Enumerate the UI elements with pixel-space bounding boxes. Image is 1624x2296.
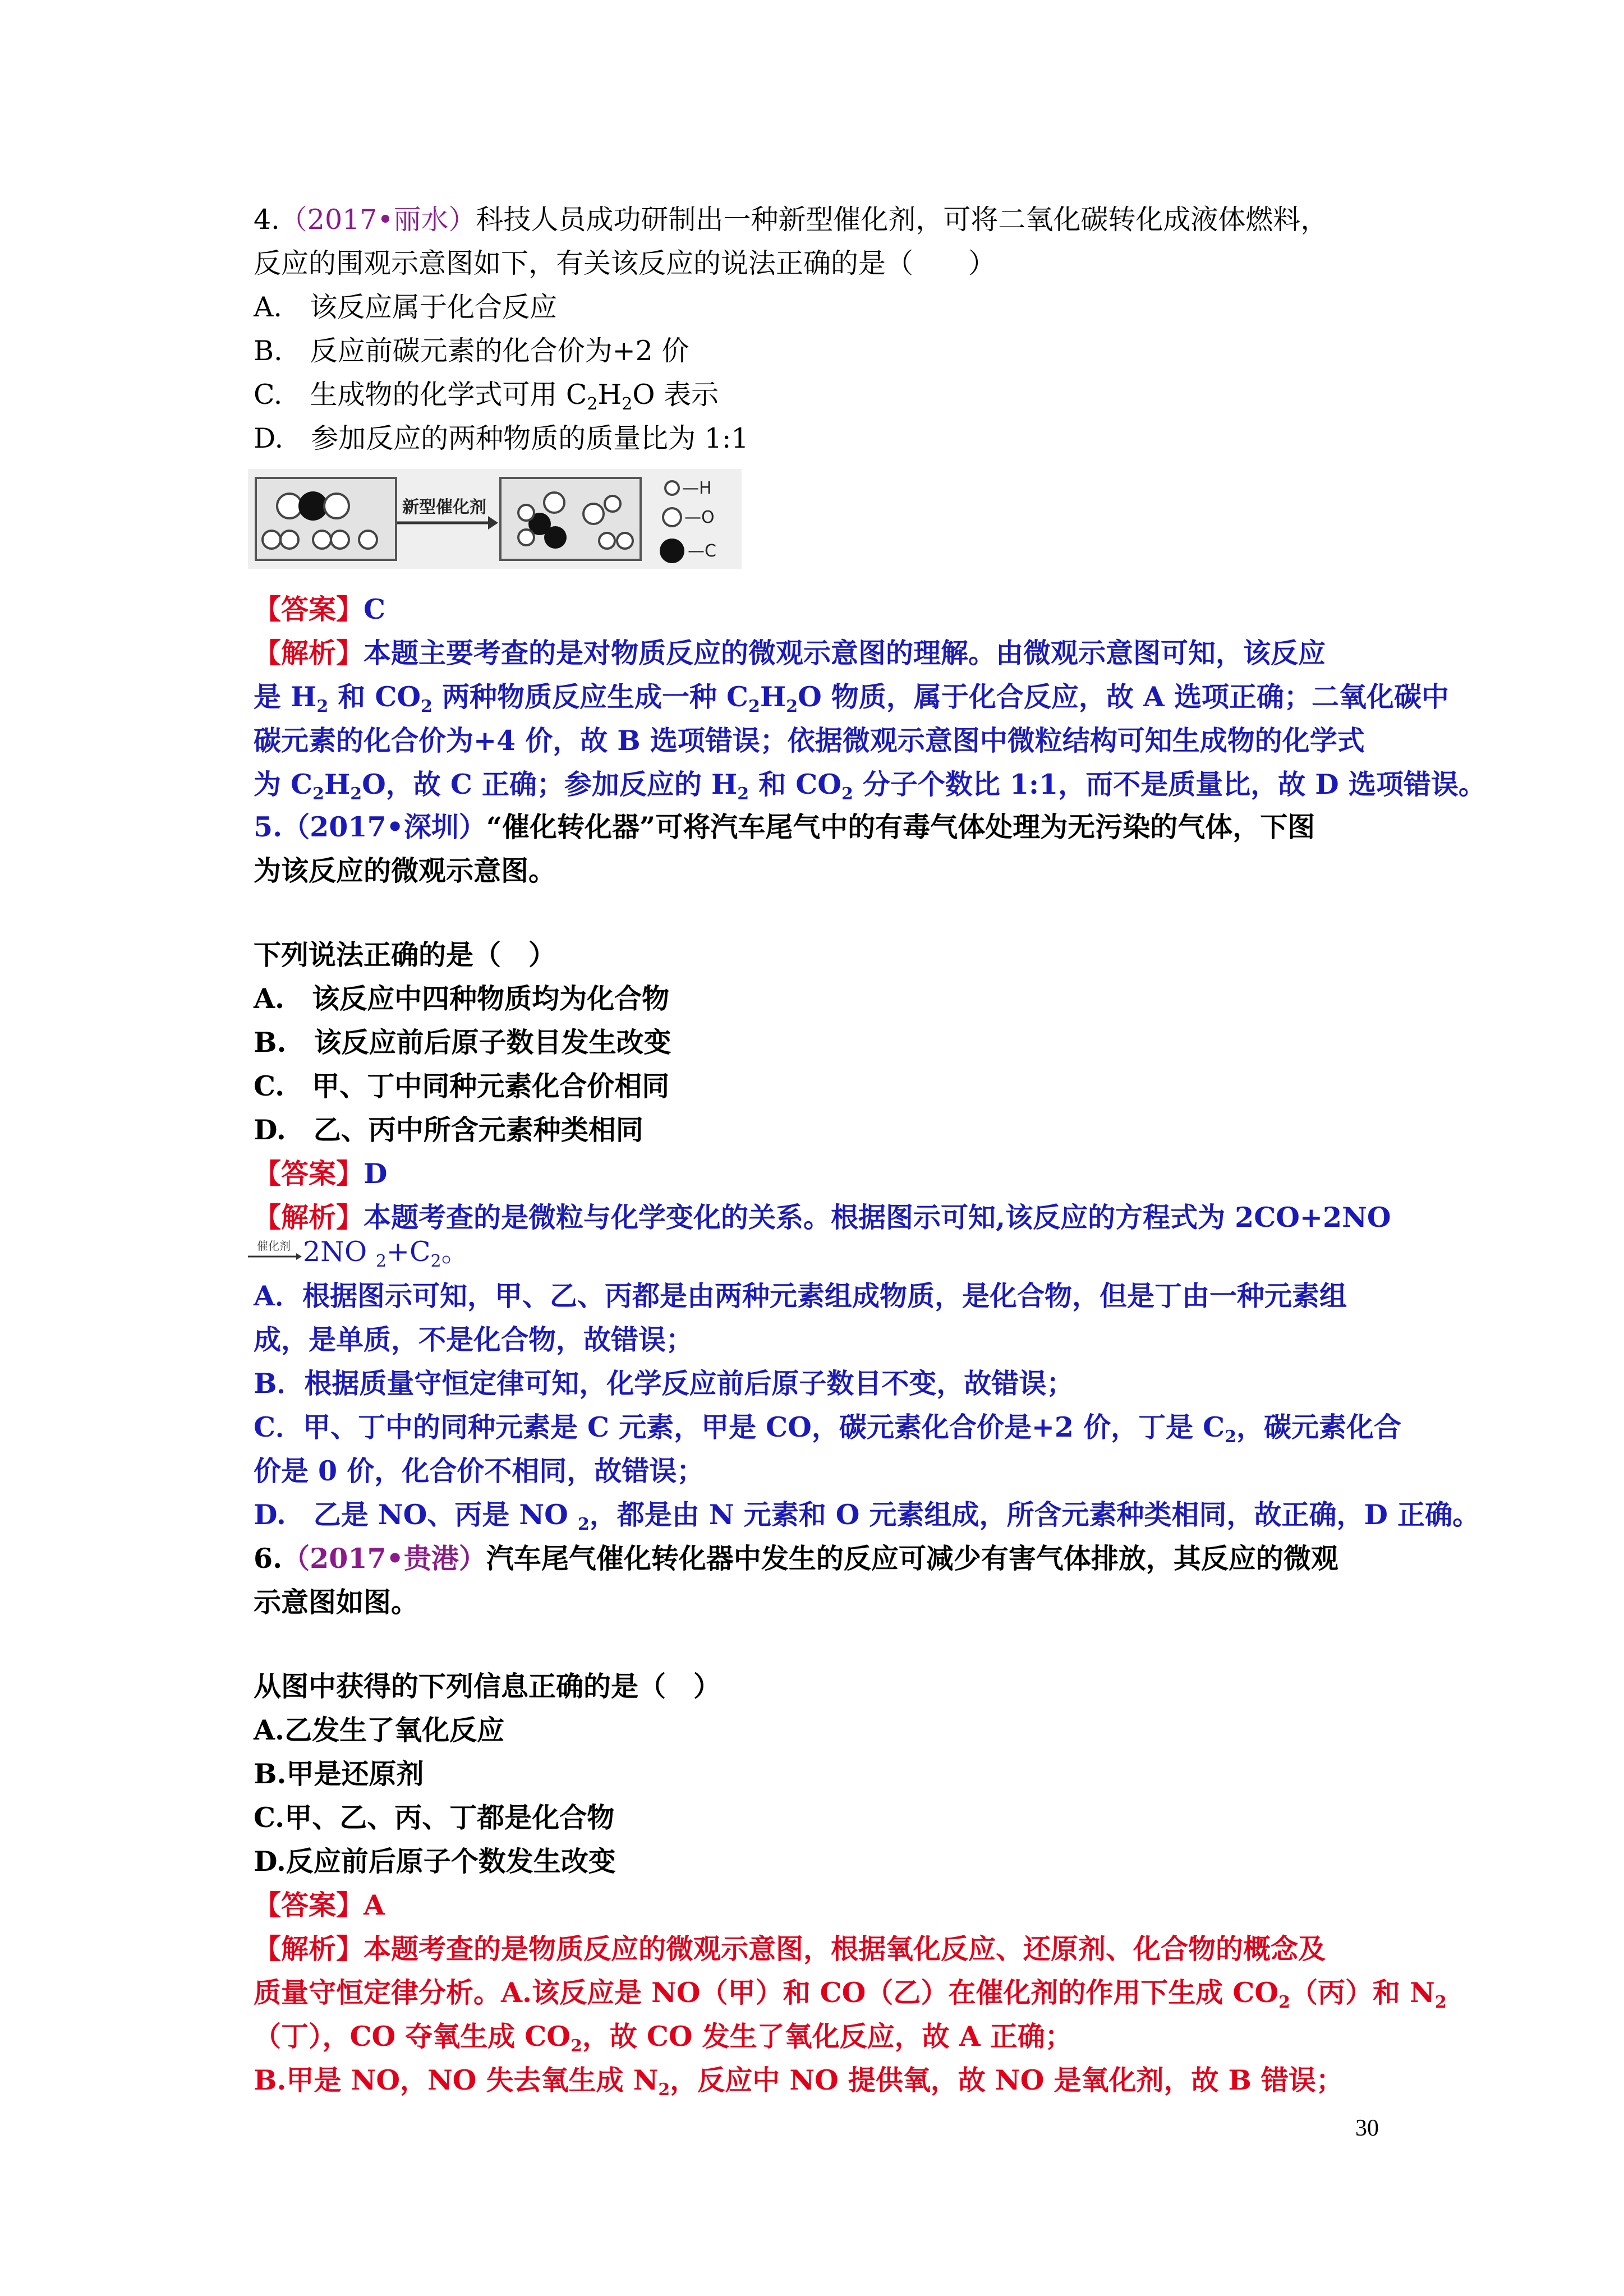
q4-number: 4. <box>254 204 280 236</box>
subscript: 2 <box>1278 1993 1290 2012</box>
text: B.甲是 NO，NO 失去氧生成 N <box>254 2064 659 2096</box>
subscript: 2 <box>375 1251 387 1271</box>
q6-explanation-line2 <box>254 1971 1447 2018</box>
q5-stem-line1 <box>254 806 1315 848</box>
text: H <box>324 768 351 800</box>
answer-label: 【答案】 <box>254 593 364 625</box>
text: 为 C <box>254 768 313 800</box>
text: （丙）和 N <box>1290 1976 1435 2009</box>
q4-option-c-text: C. 生成物的化学式可用 C <box>254 379 587 411</box>
q6-explanation-line4 <box>254 2059 1344 2106</box>
answer-value: D <box>364 1157 388 1190</box>
q6-stem-text1: 汽车尾气催化转化器中发生的反应可减少有害气体排放，其反应的微观 <box>486 1542 1338 1575</box>
legend-hydrogen-label: —H <box>682 478 712 498</box>
answer-label: 【答案】 <box>254 1157 364 1190</box>
q4-stem-line1 <box>254 199 1328 241</box>
subscript: 2 <box>841 784 853 804</box>
q4-explanation-line4 <box>254 763 1486 810</box>
q4-option-c <box>254 374 719 420</box>
text: 和 CO <box>749 768 841 800</box>
text: 质量守恒定律分析。A.该反应是 NO（甲）和 CO（乙）在催化剂的作用下生成 CO <box>254 1976 1279 2009</box>
text: C．甲、丁中的同种元素是 C 元素，甲是 CO，碳元素化合价是+2 价，丁是 C <box>254 1411 1225 1443</box>
hydrogen-atom-icon <box>599 533 615 549</box>
q5-explanation-a2: 成，是单质，不是化合物，故错误； <box>254 1323 694 1356</box>
q4-option-a: A. 该反应属于化合反应 <box>254 291 557 323</box>
legend-oxygen-icon <box>663 508 681 526</box>
q6-stem-line3: 从图中获得的下列信息正确的是（ ） <box>254 1670 721 1703</box>
q6-explanation-line3 <box>254 2015 1073 2062</box>
subscript: 2 <box>737 784 749 804</box>
text: 分子个数比 1:1，而不是质量比，故 D 选项错误。 <box>853 768 1486 800</box>
legend-carbon-icon <box>660 539 684 563</box>
q4-option-d: D. 参加反应的两种物质的质量比为 1:1 <box>254 422 749 454</box>
text: 和 CO <box>328 680 421 713</box>
page-number: 30 <box>1355 2115 1379 2141</box>
explanation-text: 本题主要考查的是对物质反应的微观示意图的理解。由微观示意图可知，该反应 <box>364 637 1326 669</box>
q6-option-a: A.乙发生了氧化反应 <box>254 1714 505 1746</box>
subscript: 2 <box>316 697 329 716</box>
hydrogen-atom-icon <box>263 531 280 549</box>
subscript: 2 <box>587 394 598 414</box>
text: ，都是由 N 元素和 O 元素组成，所含元素种类相同，故正确，D 正确。 <box>589 1498 1480 1531</box>
explanation-label: 【解析】 <box>254 1201 364 1234</box>
explanation-label: 【解析】 <box>254 637 364 669</box>
hydrogen-atom-icon <box>331 531 349 549</box>
q6-option-d: D.反应前后原子个数发生改变 <box>254 1845 616 1878</box>
q6-explanation-line1 <box>254 1927 1326 1970</box>
q6-answer <box>254 1884 385 1926</box>
text: （丁），CO 夺氧生成 CO <box>254 2020 571 2053</box>
q6-stem-line2: 示意图如图。 <box>254 1586 419 1618</box>
q6-option-c: C.甲、乙、丙、丁都是化合物 <box>254 1801 615 1834</box>
q5-equation <box>303 1231 469 1277</box>
hydrogen-atom-icon <box>359 531 377 549</box>
hydrogen-atom-icon <box>313 531 331 549</box>
hydrogen-atom-icon <box>280 531 298 549</box>
text: ，反应中 NO 提供氧，故 NO 是氧化剂，故 B 错误； <box>670 2064 1344 2096</box>
q4-explanation-line2 <box>254 675 1449 723</box>
q5-explanation-c1 <box>254 1406 1401 1453</box>
q4-answer <box>254 588 385 631</box>
q6-option-b: B.甲是还原剂 <box>254 1757 424 1790</box>
catalyst-arrow <box>247 1239 303 1267</box>
explanation-text: 本题考查的是物质反应的微观示意图，根据氧化反应、还原剂、化合物的概念及 <box>364 1932 1326 1965</box>
q4-option-b: B. 反应前碳元素的化合价为+2 价 <box>254 335 689 367</box>
q4-stem-line2: 反应的围观示意图如下，有关该反应的说法正确的是（ ） <box>254 247 996 279</box>
q5-stem-line3: 下列说法正确的是（ ） <box>254 938 556 971</box>
q6-source: （2017•贵港） <box>282 1542 486 1575</box>
q5-explanation-b: B．根据质量守恒定律可知，化学反应前后原子数目不变，故错误； <box>254 1367 1074 1400</box>
text: H <box>760 680 786 713</box>
subscript: 2 <box>570 2036 582 2056</box>
answer-value: C <box>364 593 386 625</box>
text: D. 乙是 NO、丙是 NO <box>254 1498 578 1531</box>
oxygen-atom-icon <box>544 493 564 513</box>
q5-explanation-a1: A．根据图示可知，甲、乙、丙都是由两种元素组成物质，是化合物，但是丁由一种元素组 <box>254 1280 1347 1312</box>
q5-answer <box>254 1152 388 1195</box>
q5-explanation-d <box>254 1493 1480 1540</box>
q5-number: 5. <box>254 811 283 843</box>
subscript: 2 <box>748 697 760 716</box>
subscript: 2 <box>1225 1427 1237 1447</box>
subscript: 2 <box>430 1251 441 1271</box>
q5-option-a: A. 该反应中四种物质均为化合物 <box>254 982 670 1015</box>
oxygen-atom-icon <box>277 494 302 518</box>
hydrogen-atom-icon <box>518 530 534 545</box>
subscript: 2 <box>786 697 798 716</box>
answer-label: 【答案】 <box>254 1889 364 1921</box>
legend-carbon-label: —C <box>688 541 716 561</box>
oxygen-atom-icon <box>583 504 604 524</box>
subscript: 2 <box>577 1515 590 1534</box>
explanation-label: 【解析】 <box>254 1932 364 1965</box>
hydrogen-atom-icon <box>605 496 620 512</box>
q4-explanation-line1 <box>254 632 1326 674</box>
q5-explanation-c2: 价是 0 价，化合价不相同，故错误； <box>254 1455 705 1487</box>
subscript: 2 <box>421 697 433 716</box>
legend-hydrogen-icon <box>665 481 679 495</box>
subscript: 2 <box>350 784 362 804</box>
q4-reaction-diagram <box>248 469 742 569</box>
q4-option-c-text: H <box>597 379 622 411</box>
q6-number: 6. <box>254 1542 283 1575</box>
catalyst-label: 催化剂 <box>257 1239 291 1253</box>
explanation-text: 本题考查的是微粒与化学变化的关系。根据图示可知,该反应的方程式为 2CO+2NO <box>364 1201 1391 1234</box>
text: O，故 C 正确；参加反应的 H <box>362 768 738 800</box>
oxygen-atom-icon <box>324 494 349 518</box>
text: 。 <box>441 1236 469 1268</box>
q5-stem-text1: “催化转化器”可将汽车尾气中的有毒气体处理为无污染的气体，下图 <box>486 811 1315 843</box>
q4-source: （2017•丽水） <box>279 204 476 236</box>
text: 两种物质反应生成一种 C <box>432 680 749 713</box>
arrow-head-icon <box>296 1253 302 1260</box>
q4-explanation-line3: 碳元素的化合价为+4 价，故 B 选项错误；依据微观示意图中微粒结构可知生成物的化学式 <box>254 724 1365 757</box>
text: 2NO <box>303 1236 376 1268</box>
subscript: 2 <box>622 394 633 414</box>
q4-option-c-text: O 表示 <box>632 379 719 411</box>
q5-source: （2017•深圳） <box>282 811 486 843</box>
subscript: 2 <box>1434 1993 1447 2012</box>
q5-option-c: C. 甲、丁中同种元素化合价相同 <box>254 1070 670 1102</box>
text: O 物质，属于化合反应，故 A 选项正确；二氧化碳中 <box>798 680 1449 713</box>
q5-stem-line2: 为该反应的微观示意图。 <box>254 854 556 887</box>
answer-value: A <box>364 1889 385 1921</box>
subscript: 2 <box>658 2080 670 2100</box>
text: ，故 CO 发生了氧化反应，故 A 正确； <box>582 2020 1073 2053</box>
text: ，碳元素化合 <box>1236 1411 1402 1443</box>
q6-stem-line1 <box>254 1537 1338 1580</box>
q4-stem-text1: 科技人员成功研制出一种新型催化剂，可将二氧化碳转化成液体燃料， <box>476 204 1328 236</box>
hydrogen-atom-icon <box>617 533 633 549</box>
hydrogen-atom-icon <box>518 505 534 521</box>
q5-option-b: B. 该反应前后原子数目发生改变 <box>254 1026 671 1059</box>
catalyst-label: 新型催化剂 <box>402 498 486 517</box>
legend-oxygen-label: —O <box>684 508 715 527</box>
text: +C <box>386 1236 431 1268</box>
subscript: 2 <box>312 784 324 804</box>
carbon-atom-icon <box>544 526 567 549</box>
text: 是 H <box>254 680 317 713</box>
q5-option-d: D. 乙、丙中所含元素种类相同 <box>254 1114 643 1146</box>
